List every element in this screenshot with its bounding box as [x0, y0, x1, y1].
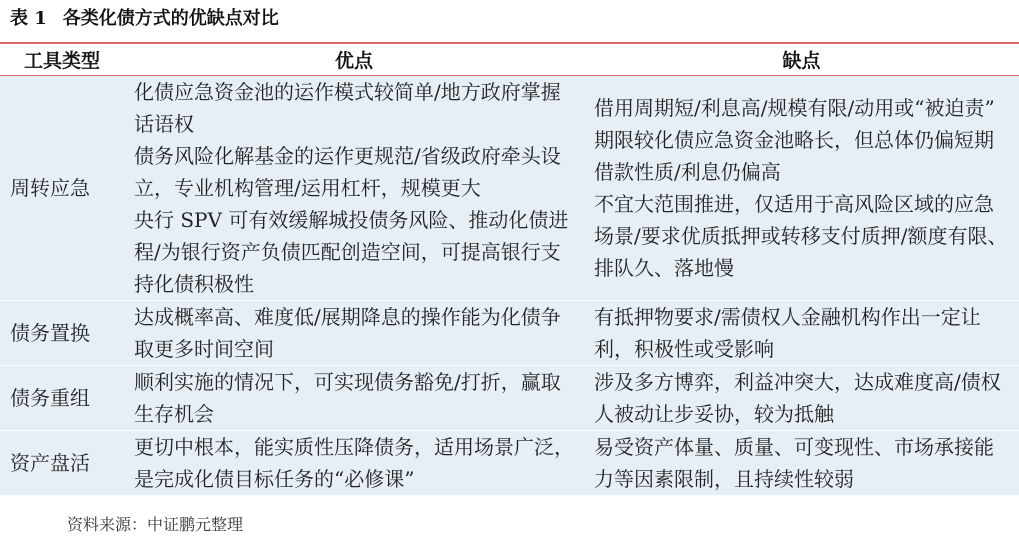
pros-item: 顺利实施的情况下，可实现债务豁免/打折，赢取生存机会: [134, 370, 561, 426]
table-row: [0, 431, 1019, 496]
cons-item: 涉及多方博弈，利益冲突大，达成难度高/债权人被动让步妥协，较为抵触: [594, 370, 1001, 426]
row-pros: [124, 301, 584, 366]
table-row: [0, 76, 1019, 301]
cons-item: 期限较化债应急资金池略长，但总体仍偏短期借款性质/利息仍偏高: [594, 128, 994, 184]
row-pros: [124, 76, 584, 301]
table-header-row: [0, 43, 1019, 76]
cons-item: 易受资产体量、质量、可变现性、市场承接能力等因素限制，且持续性较弱: [594, 435, 994, 491]
pros-item: 达成概率高、难度低/展期降息的操作能为化债争取更多时间空间: [134, 305, 561, 361]
table-row: [0, 366, 1019, 431]
row-pros: [124, 431, 584, 496]
pros-item: 债务风险化解基金的运作更规范/省级政府牵头设立，专业机构管理/运用杠杆，规模更大: [134, 144, 561, 200]
cons-item: 不宜大范围推进，仅适用于高风险区域的应急场景/要求优质抵押或转移支付质押/额度有限、排队久、落地慢: [594, 192, 1008, 280]
row-cons: [584, 366, 1019, 431]
header-cons: 缺点: [584, 43, 1019, 76]
cons-item: 借用周期短/利息高/规模有限/动用或“被迫责”: [594, 96, 995, 120]
row-type: 债务重组: [0, 366, 124, 431]
comparison-table: [0, 42, 1019, 496]
source-note: 资料来源：中证鹏元整理: [67, 515, 244, 534]
table-row: [0, 301, 1019, 366]
pros-item: 更切中根本，能实质性压降债务，适用场景广泛，是完成化债目标任务的“必修课”: [134, 435, 574, 491]
cons-item: 有抵押物要求/需债权人金融机构作出一定让利，积极性或受影响: [594, 305, 981, 361]
header-type: 工具类型: [0, 43, 124, 76]
row-cons: [584, 431, 1019, 496]
row-type: 资产盘活: [0, 431, 124, 496]
row-cons: [584, 76, 1019, 301]
row-type: 债务置换: [0, 301, 124, 366]
header-pros: 优点: [124, 43, 584, 76]
row-type: 周转应急: [0, 76, 124, 301]
pros-item: 化债应急资金池的运作模式较简单/地方政府掌握话语权: [134, 80, 561, 136]
row-pros: [124, 366, 584, 431]
pros-item: 央行 SPV 可有效缓解城投债务风险、推动化债进程/为银行资产负债匹配创造空间，可提高银行支持化债积极性: [134, 208, 569, 296]
table-number: 表 1: [10, 8, 47, 29]
row-cons: [584, 301, 1019, 366]
table-title-text: 各类化债方式的优缺点对比: [62, 8, 279, 29]
table-title: [10, 6, 279, 32]
